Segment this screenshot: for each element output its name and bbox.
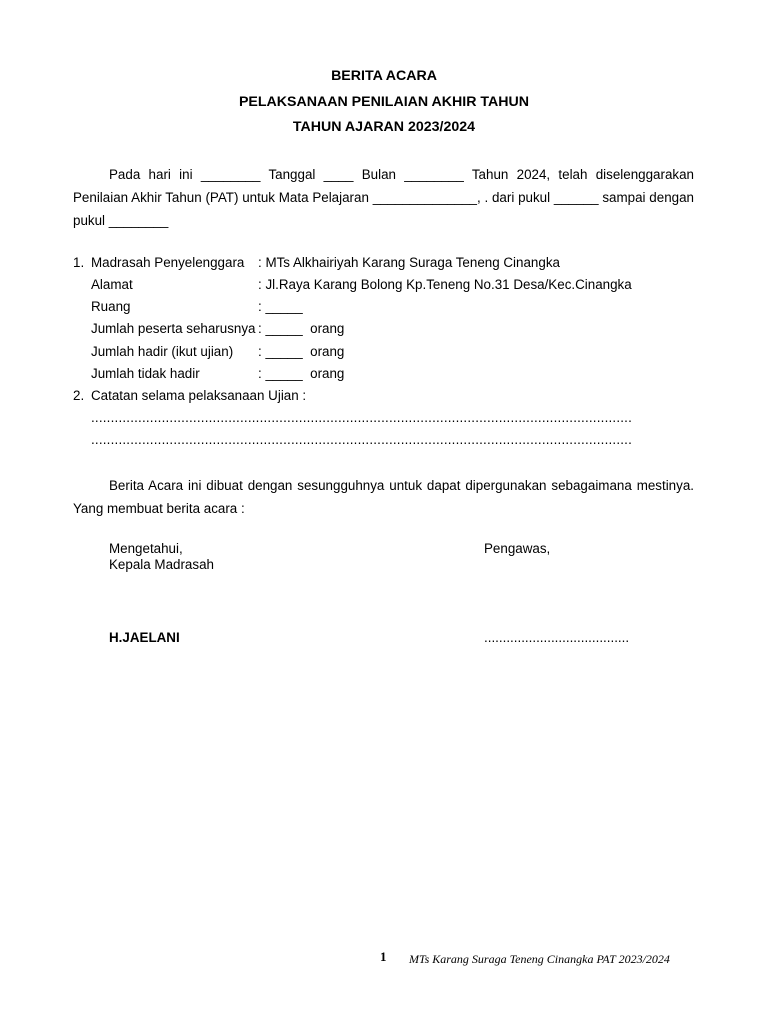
doc-title: BERITA ACARA bbox=[331, 68, 437, 84]
footer-text: MTs Karang Suraga Teneng Cinangka PAT 2023/2024 bbox=[409, 952, 670, 966]
item-value: : Jl.Raya Karang Bolong Kp.Teneng No.31 Desa/Kec.Cinangka bbox=[258, 277, 632, 292]
notes-line-2: .......................................................................................................................................... bbox=[91, 432, 633, 447]
item-value: : _____ bbox=[258, 299, 303, 314]
intro-text: Pada hari ini ________ Tanggal ____ Bulan ________ Tahun 2024, telah diselenggarakan Penilaian Akhir Tahun (PAT) untuk Mata Pelajaran ______________, . dari pukul ______ sampai dengan pukul ________ bbox=[73, 167, 694, 228]
item-number: 1. bbox=[73, 255, 85, 270]
intro-paragraph bbox=[73, 163, 694, 232]
sig-left-name: H.JAELANI bbox=[109, 630, 180, 645]
item-label: Jumlah tidak hadir bbox=[91, 366, 200, 381]
sig-right-name-line: ....................................... bbox=[484, 630, 630, 645]
item-value: : _____ orang bbox=[258, 321, 345, 336]
item-label: Jumlah hadir (ikut ujian) bbox=[91, 344, 234, 359]
item-label: Madrasah Penyelenggara bbox=[91, 255, 245, 270]
item-label: Jumlah peserta seharusnya bbox=[91, 321, 256, 336]
item-label: Ruang bbox=[91, 299, 131, 314]
notes-label: Catatan selama pelaksanaan Ujian : bbox=[91, 388, 307, 403]
item-number: 2. bbox=[73, 388, 85, 403]
doc-academic-year: TAHUN AJARAN 2023/2024 bbox=[292, 119, 476, 135]
sig-right-label: Pengawas, bbox=[484, 541, 551, 556]
item-value: : MTs Alkhairiyah Karang Suraga Teneng Cinangka bbox=[258, 255, 560, 270]
sig-left-title: Kepala Madrasah bbox=[109, 557, 214, 572]
item-value: : _____ orang bbox=[258, 366, 345, 381]
item-label: Alamat bbox=[91, 277, 133, 292]
closing-paragraph bbox=[73, 474, 694, 520]
closing-text: Berita Acara ini dibuat dengan sesungguhnya untuk dapat dipergunakan sebagaimana mestinya. Yang membuat berita acara : bbox=[73, 478, 694, 516]
notes-line-1: .......................................................................................................................................... bbox=[91, 410, 633, 425]
page-number: 1 bbox=[380, 949, 387, 964]
item-value: : _____ orang bbox=[258, 344, 345, 359]
doc-subtitle: PELAKSANAAN PENILAIAN AKHIR TAHUN bbox=[238, 94, 530, 110]
sig-left-label: Mengetahui, bbox=[109, 541, 183, 556]
